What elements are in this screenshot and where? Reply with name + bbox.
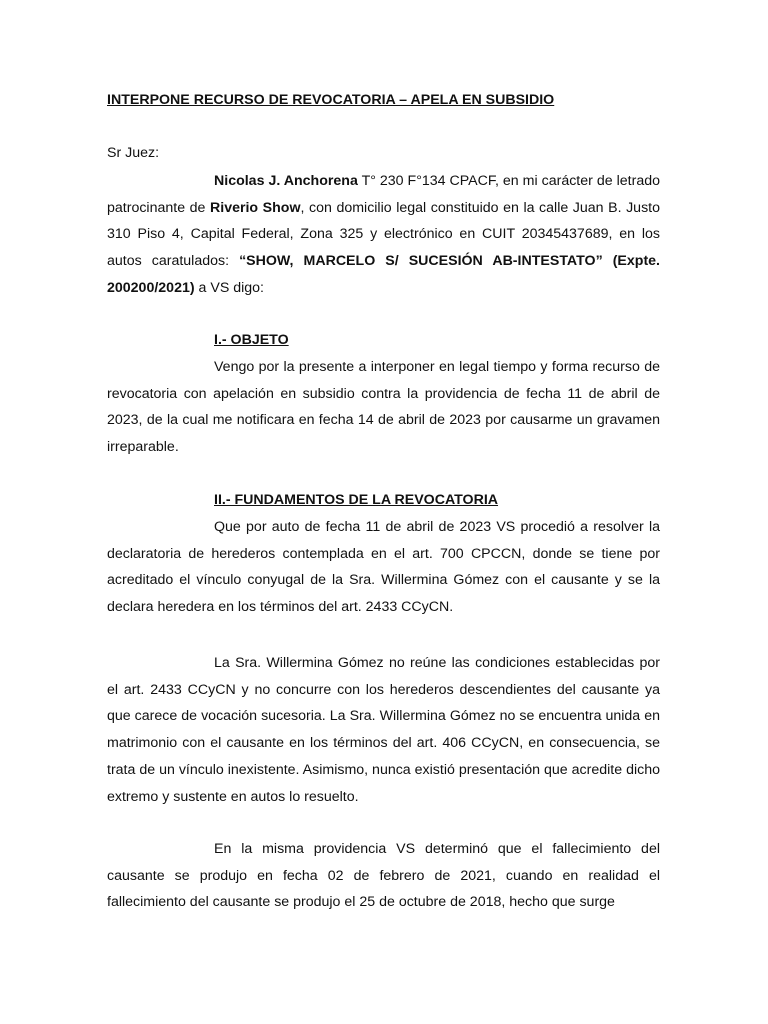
objeto-text: Vengo por la presente a interponer en legal tiempo y forma recurso de revocatoria con apelación en subsidio contra la providencia de fecha 11 de abril de 2023, de la cual me notificara en fecha 14 de abril de 2023 por causarme un gravamen irreparable. bbox=[107, 359, 660, 456]
intro-text-3: a VS digo: bbox=[194, 279, 264, 296]
attorney-name: Nicolas J. Anchorena bbox=[214, 173, 358, 189]
intro-paragraph bbox=[107, 168, 660, 302]
fundamentos-paragraph-3 bbox=[107, 836, 660, 916]
fundamentos-text-2: La Sra. Willermina Gómez no reúne las condiciones establecidas por el art. 2433 CCyCN y no concurre con los herederos descendientes del causante ya que carece de vocación sucesoria. La Sra. Willermina Gómez no se encuentra unida en matrimonio con el causante en los términos del art. 406 CCyCN, en consecuencia, se trata de un vínculo inexistente. Asimismo, nunca existió presentación que acredite dicho extremo y sustente en autos lo resuelto. bbox=[107, 655, 660, 805]
salutation: Sr Juez: bbox=[107, 145, 160, 161]
fundamentos-paragraph-2 bbox=[107, 650, 660, 810]
section-heading-objeto: I.- OBJETO bbox=[214, 332, 289, 348]
fundamentos-text-1: Que por auto de fecha 11 de abril de 2023 VS procedió a resolver la declaratoria de herederos contemplada en el art. 700 CPCCN, donde se tiene por acreditado el vínculo conyugal de la Sra. Willermina Gómez con el causante y se la declara heredera en los términos del art. 2433 CCyCN. bbox=[107, 519, 660, 616]
document-title: INTERPONE RECURSO DE REVOCATORIA – APELA EN SUBSIDIO bbox=[107, 92, 555, 108]
case-caption: “SHOW, MARCELO S/ SUCESIÓN AB-INTESTATO” (Expte. 200200/2021) bbox=[107, 253, 660, 296]
fundamentos-paragraph-1 bbox=[107, 514, 660, 621]
fundamentos-text-3: En la misma providencia VS determinó que el fallecimiento del causante se produjo en fecha 02 de febrero de 2021, cuando en realidad el fallecimiento del causante se produjo el 25 de octubre de 2018, hecho que surge bbox=[107, 841, 660, 911]
section-heading-fundamentos: II.- FUNDAMENTOS DE LA REVOCATORIA bbox=[214, 492, 499, 508]
client-name: Riverio Show bbox=[210, 199, 301, 216]
intro-text-1: T° 230 F°134 CPACF, en mi carácter de letrado patrocinante de bbox=[107, 173, 660, 216]
objeto-paragraph bbox=[107, 354, 660, 461]
intro-text-2: , con domicilio legal constituido en la calle Juan B. Justo 310 Piso 4, Capital Federal, Zona 325 y electrónico en CUIT 20345437689, en los autos caratulados: bbox=[107, 199, 660, 270]
